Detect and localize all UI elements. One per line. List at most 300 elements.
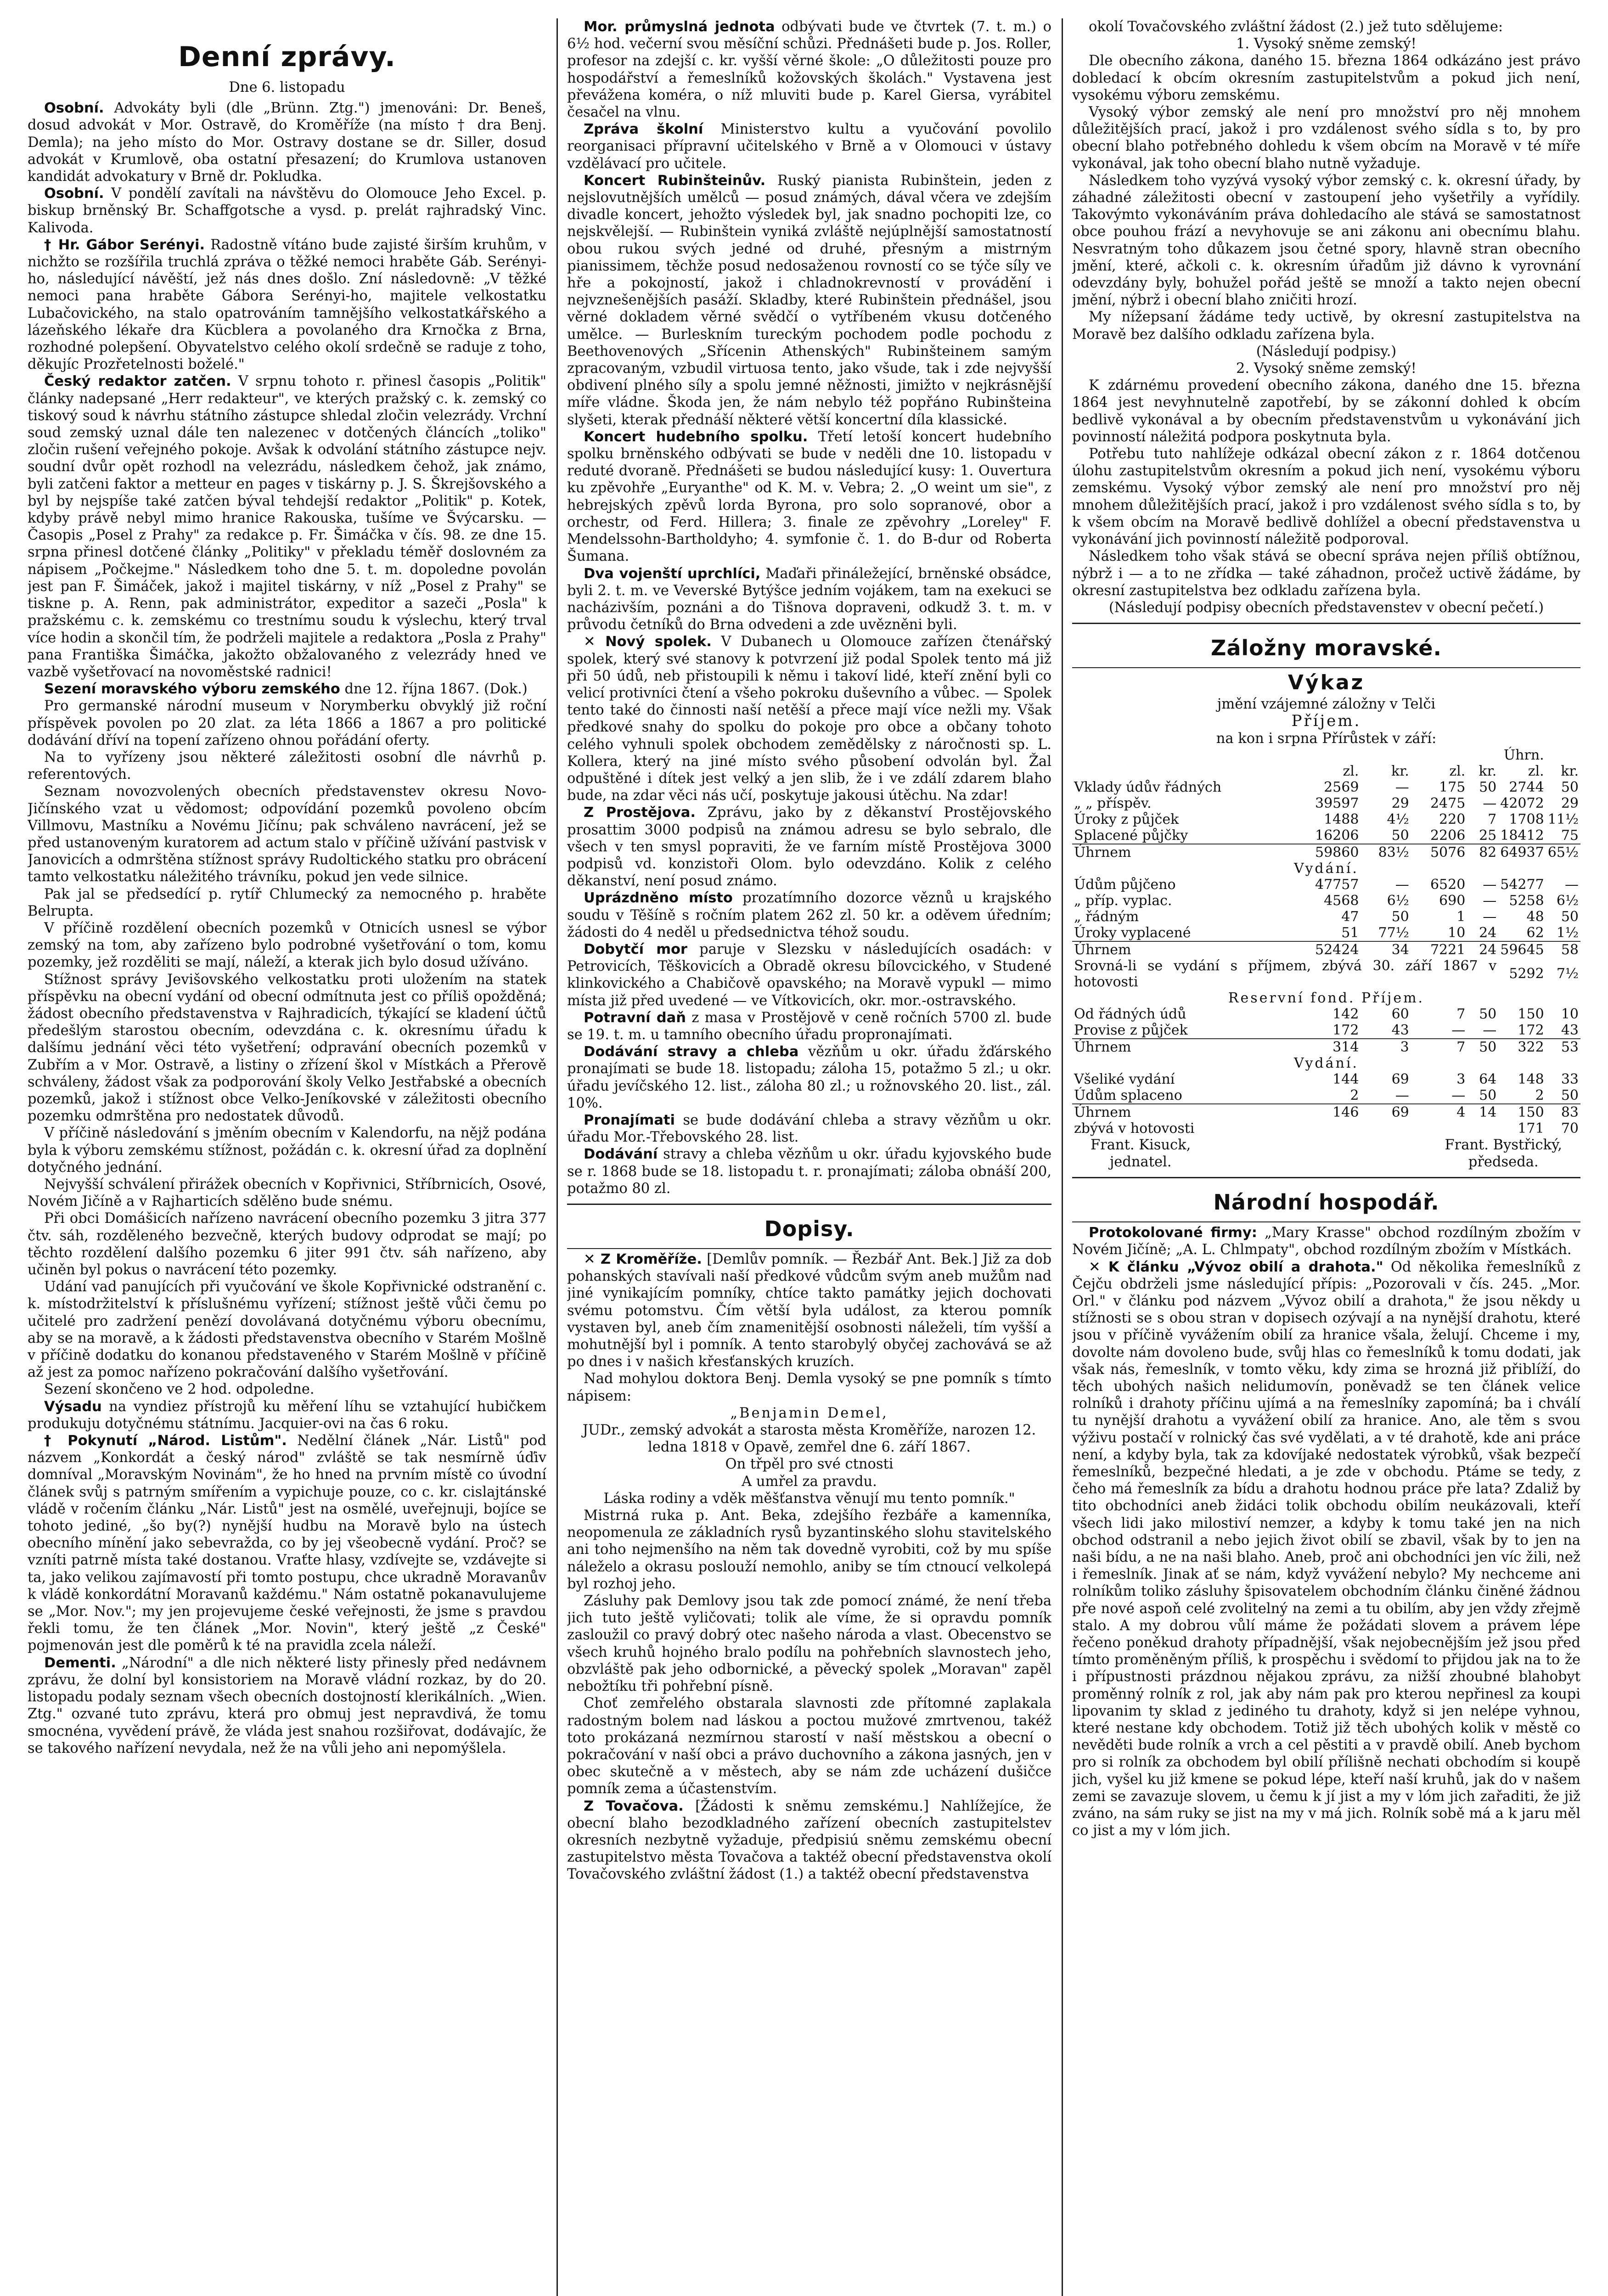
inscription-line: A umřel za pravdu. (742, 1473, 877, 1490)
table-row (1072, 958, 1580, 990)
table-cell: 172 (1333, 1022, 1359, 1038)
article-lead: ✕ Z Kroměříže. (584, 1251, 702, 1268)
article-lead: Dodávání stravy a chleba (584, 1044, 799, 1060)
article-text: [Demlův pomník. — Řezbář Ant. Bek.] Již za dob pohanských stavívali naší předkové vůdcům svým aneb mužům nad jiné vynikajícím pomníky, chtíce takto památky jejich dochovati svému potomstvu. Čím větší byla událost, za kterou pomník vystaven byl, aneb čím znamenitější osobnosti náleželi, tím vyšší a mohutnější byl i pomník. A tento starobylý obyčej zachovává se až po dnes i v našich křesťanských kruzích. (567, 1251, 1051, 1370)
table-cell: Splacené půjčky (1074, 827, 1188, 844)
table-cell: 82 (1467, 844, 1498, 861)
table-cell: 1488 (1324, 811, 1359, 827)
article-text: Advokáty byli (dle „Brünn. Ztg.") jmenováni: Dr. Beneš, dosud advokát v Mor. Ostravě, do Kroměříže (na místo † dra Benj. Demla); na jeho místo do Mor. Ostravy dostane se dr. Siller, dosud advokát v Krumlově, oba ostatní přesazení; do Krumlova ustanoven kandidát advokatury v Brně dr. Pokludka. (28, 100, 546, 185)
table-cell: — (1483, 795, 1497, 811)
article-paragraph (1072, 445, 1580, 548)
table-cell: 10 (1448, 924, 1466, 941)
table-row (1072, 844, 1580, 861)
signature (1445, 1137, 1562, 1171)
section-title-dopisy: Dopisy. (764, 1216, 855, 1242)
table-cell: 50 (1467, 1039, 1498, 1055)
table-cell: 142 (1333, 1006, 1359, 1022)
article-lead: Z Prostějova. (584, 805, 696, 821)
table-cell: 54277 (1500, 876, 1544, 893)
table-cell: 18412 (1500, 827, 1544, 844)
table-cell: 7 (1488, 811, 1497, 827)
article-text: 2. Vysoký sněme zemský! (1236, 360, 1417, 377)
table-cell: 6½ (1387, 892, 1409, 909)
report-period: na kon i srpna Přírůstek v září: (1216, 730, 1437, 747)
article-text: stravy a chleba vězňům u okr. úřadu kyjovského bude se r. 1868 bude se 18. listopadu t. r. pronajímati; záloba obnáší 200, potažmo 80 zl. (567, 1146, 1051, 1197)
income-table (1072, 747, 1580, 1137)
article-text: se bude dodávání chleba a stravy vězňům u okr. úřadu Mor.-Třebovského 28. list. (567, 1112, 1051, 1146)
table-cell: zbývá v hotovosti (1074, 1120, 1195, 1137)
table-row (1072, 909, 1580, 925)
table-cell: 60 (1391, 1006, 1409, 1022)
table-cell: Úhrnem (1072, 844, 1292, 861)
table-cell: — (1395, 876, 1409, 893)
inscription-line: On třpěl pro své ctnosti (725, 1456, 894, 1473)
table-cell: 53 (1546, 1039, 1580, 1055)
table-row (1072, 811, 1580, 827)
table-cell: 50 (1479, 1006, 1497, 1022)
article-paragraph (567, 1593, 1051, 1695)
article-text: Nejvyšší schválení přirážek obecních v Kopřivnici, Stříbrnicích, Osové, Novém Jičíně a v Rajharticích sdělěno bude snému. (28, 1176, 546, 1210)
table-cell: 59645 (1498, 941, 1546, 958)
table-cell: 16206 (1315, 827, 1359, 844)
table-cell: 4 (1411, 1104, 1467, 1120)
table-row (1072, 1087, 1580, 1104)
table-row (1072, 1071, 1580, 1087)
article-text: odbývati bude ve čtvrtek (7. t. m.) o 6½ hod. večerní svou měsíční schůzi. Přednášeti bude p. Jos. Roller, profesor na zdejší c. kr. vyšší věrné škole: „O důležitosti pouze pro hospodářství a řemeslníků kožovských školách." Vystavena jest převážena koméra, o níž mluviti bude p. Karel Giersa, vyrábitel česačel na vlnu. (567, 19, 1051, 121)
article-text: 1. Vysoký sněme zemský! (1236, 36, 1417, 52)
table-cell: 48 (1526, 908, 1544, 925)
article-text: Ministerstvo kultu a vyučování povolilo reorganisaci přípravní učitelského v Brně a v Olomouci v ústavy vzdělávací pro učitele. (567, 121, 1051, 172)
table-cell: 75 (1561, 827, 1579, 844)
article-paragraph (1072, 52, 1580, 104)
article-paragraph (28, 1278, 546, 1381)
article-text: V příčině následování s jměním obecním v Kalendorfu, na nějž podána byla k výboru zemskému stížnost, požádán c. k. okresní úřad za doplnění dotyčného jednání. (28, 1125, 546, 1176)
table-cell: 5076 (1411, 844, 1467, 861)
table-row (1072, 1006, 1580, 1022)
table-cell: 50 (1561, 908, 1579, 925)
table-row (1072, 941, 1580, 958)
article-lead: † Hr. Gábor Serényi. (44, 236, 205, 253)
table-cell: Údům půjčeno (1074, 876, 1176, 893)
article-text: „Mary Krasse" obchod rozdílným zbožím v Novém Jičíně; „A. L. Chlmpaty", obchod rozdílným zbožím v Místkách. (1072, 1225, 1580, 1258)
article-text: Radostně vítáno bude zajisté širším kruhům, v nichžto se rozšířila truchlá zpráva o těžké nemoci hraběte Gáb. Serényi-ho, následující návěští, jež nás dnes došlo. Zní následovně: „V těžké nemoci pana hraběte Gábora Serényi-ho, majitele velkostatku Lubačovického, na stalo opatrováním tamnějšího velkostatkářského a lázeňského lékaře dra Kücblera a povolaného dra Krnočka z Brna, rozhodné polepšení. Obyvatelstvo celého okolí srdečně se raduje z toho, děkujíc Prozřetelnosti boželé." (28, 236, 546, 373)
table-cell: zl. (1528, 763, 1544, 779)
article-lead: Osobní. (44, 186, 104, 202)
table-cell (1546, 747, 1580, 763)
article-paragraph (1072, 172, 1580, 309)
table-cell: 172 (1518, 1022, 1544, 1038)
article-text: Pak jal se předsedící p. rytíř Chlumecký za nemocného p. hraběte Belrupta. (28, 886, 546, 919)
table-cell: 3 (1456, 1071, 1466, 1087)
divider (1072, 1177, 1580, 1178)
table-cell: 47 (1341, 908, 1359, 925)
table-cell: Úroky vyplacené (1074, 924, 1191, 941)
report-title: Výkaz (1288, 671, 1365, 695)
table-cell: 50 (1561, 1087, 1579, 1103)
table-cell: 24 (1479, 924, 1497, 941)
article-text: Choť zemřelého obstarala slavnosti zde přítomné zaplakala radostným bolem nad láskou a poctou mužové zmrtvenou, takéž toto prokázaná nezmírnou starostí v naší městskou a obecní o pokračování v naší obci a právo duchovního a zákona jasných, jen v obec skutečně a v městech, aby se nám zde ucházení dušičce pomník zema a účastenstvím. (567, 1695, 1051, 1797)
article-text: Vysoký výbor zemský ale není pro množství pro něj mnohem důležitějších prací, jakož i pro vzdálenost svého sídla s to, by pro obecní blaho potřebného dohledu k všem obcím na Moravě v té míře vykonával, jak toho obecní blaho nutně vyžaduje. (1072, 104, 1580, 172)
article-paragraph (28, 1381, 546, 1398)
table-cell: 6½ (1556, 892, 1579, 909)
table-row (1072, 1120, 1580, 1137)
article-text: Potřebu tuto nahlížeje odkázal obecní zákon z r. 1864 dotčenou úlohu zastupitelstvům okresním a pokud jich není, vysokému výboru zemskému. Vysoký výbor zemský ale není pro množství pro něj mnohem důležitějších prací, jakož i pro vzdálenost svého sídla s to, by k všem obcím na Moravě bedlivě dohlížel a obecní představenstva u vykonávání jich povinností náležitě podporoval. (1072, 446, 1580, 548)
article-text: Nad mohylou doktora Benj. Demla vysoký se pne pomník s tímto nápisem: (567, 1371, 1051, 1404)
article-list (28, 100, 546, 1757)
table-cell: Úhrnem (1072, 1039, 1292, 1055)
article-paragraph (567, 1695, 1051, 1797)
table-cell: Vklady údův řádných (1074, 779, 1222, 795)
table-cell: kr. (1561, 763, 1579, 779)
article-text: My nížepsaní žádáme tedy uctivě, by okresní zastupitelstva na Moravě bez dalšího odkladu zařízena byla. (1072, 309, 1580, 343)
article-lead: Z Tovačova. (584, 1798, 684, 1814)
article-paragraph (567, 1507, 1051, 1593)
article-paragraph (28, 100, 546, 185)
article-paragraph (28, 373, 546, 681)
table-cell: 14 (1467, 1104, 1498, 1120)
article-paragraph (567, 172, 1051, 428)
article-paragraph (567, 121, 1051, 172)
article-lead: Sezení moravského výboru zemského (44, 681, 340, 698)
table-cell: — (1483, 892, 1497, 909)
article-lead: Dementi. (44, 1654, 116, 1671)
table-cell: kr. (1391, 763, 1409, 779)
column-2 (567, 18, 1051, 2296)
table-row (1072, 925, 1580, 941)
article-paragraph (567, 1146, 1051, 1197)
table-cell: 51 (1341, 924, 1359, 941)
table-cell (1361, 747, 1411, 763)
article-text: Následkem toho však stává se obecní správa nejen příliš obtížnou, nýbrž i — a to ne zřídka — také záhadnon, pročež uctivě žádáme, by okresní zastupitelstva bez odkladu zařízena byla. (1072, 548, 1580, 599)
article-lead: Mor. průmyslná jednota (584, 19, 775, 35)
table-cell: 65½ (1546, 844, 1580, 861)
article-text: V Dubanech u Olomouce zařízen čtenářský spolek, který své stanovy k potvrzení již podal Spolek tento má již při 50 údů, neb přistoupili k němu i takoví lidé, kteří znění byli co velicí protivníci čtení a všeho pokroku duševního a vůbec. — Spolek tento také do činnosti naší netěší a přece mají více nežli my. Však předkové snahy do spolku do pokoje pro obce a občany tohoto celého vyhnuli spolek obchodem zemědělsky z náročnosti sp. L. Kollera, který na jiné místo svého působení odvolán byl. Žal odpuštěné i dítek jest velký a jen slib, že i ve zdálí zdarem blaho bude, na zdar věci nás učí, poskytuje jakousi útěchu. Na zdar! (567, 634, 1051, 804)
table-cell: 77½ (1378, 924, 1409, 941)
article-paragraph (1072, 104, 1580, 172)
table-cell: zl. (1449, 763, 1466, 779)
article-paragraph (567, 1798, 1051, 1883)
table-cell: 1 (1456, 908, 1466, 925)
signatures (1072, 1137, 1580, 1171)
table-cell (1072, 747, 1292, 763)
table-cell: 69 (1391, 1071, 1409, 1087)
table-cell: 175 (1439, 779, 1466, 795)
table-cell: 24 (1467, 941, 1498, 958)
petition-list (1072, 18, 1580, 616)
table-cell: 50 (1479, 779, 1497, 795)
table-cell: 29 (1561, 795, 1579, 811)
table-cell: 2206 (1430, 827, 1466, 844)
table-cell: 7221 (1411, 941, 1467, 958)
article-text: K zdárnému provedení obecního zákona, daného dne 15. března 1864 jest nevyhnutelně zapotřebí, by se zákonní dohled k obcím bedlivě vykonával a by obecním představenstvům u vykonávání jich povinností náležitá podpora poskytnuta byla. (1072, 377, 1580, 445)
monument-inscription (567, 1405, 1051, 1507)
divider (567, 1248, 1051, 1249)
article-lead: Protokolované firmy: (1089, 1225, 1257, 1241)
signature-line: Frant. Kisuck, (1091, 1137, 1191, 1153)
article-text: Seznam novozvolených obecních představenstev okresu Novo-Jičínského vzat u vědomost; odpovídání pozemků povoleno obcím Villmovu, Mastníku a Novému Jičínu; pak schváleno navrácení, jež se před ustanoveným kuratorem ad actum stalo v příčině užívání pastvisk v Janovicích a odmrštěna stížnost správy Rudoltického statku pro obrácení tamto velkostatku náležitého trávníku, pokud jen vede silnice. (28, 783, 546, 885)
table-cell: 5258 (1509, 892, 1544, 909)
table-cell: Od řádných údů (1074, 1006, 1186, 1022)
table-cell: 50 (1391, 827, 1409, 844)
table-cell: Všeliké vydání (1074, 1071, 1175, 1087)
column-3 (1072, 18, 1580, 2296)
article-lead: ✕ K článku „Vývoz obilí a drahota." (1089, 1259, 1383, 1275)
article-paragraph (28, 1398, 546, 1432)
table-cell: — (1451, 1087, 1466, 1103)
article-paragraph (1072, 35, 1580, 52)
table-cell: Vydání. (1294, 1055, 1359, 1071)
table-cell: 69 (1361, 1104, 1411, 1120)
table-cell: 144 (1333, 1071, 1359, 1087)
article-lead: Osobní. (44, 100, 104, 117)
article-text: V pondělí zavítali na návštěvu do Olomouce Jeho Excel. p. biskup brněnský Br. Schaffgotsche a vysd. p. prelát rajhradský Vinc. Kalivoda. (28, 186, 546, 236)
column-rule (1062, 18, 1063, 2296)
table-cell: 50 (1479, 1087, 1497, 1103)
table-cell: — (1483, 876, 1497, 893)
article-paragraph (1072, 1224, 1580, 1258)
article-paragraph (28, 1176, 546, 1210)
date-line: Dne 6. listopadu (229, 79, 345, 96)
table-cell: 7 (1411, 1039, 1467, 1055)
article-text: V příčině rozdělení obecních pozemků v Otnicích usnesl se výbor zemský na tom, aby zařízeno bylo podrobné vyšetřování o tom, komu pozemky, jež rozděliti se mají, náleží, a kterak jich bylo dosud užíváno. (28, 920, 546, 971)
article-text: Ruský pianista Rubinštein, jeden z nejslovutnějších umělců — posud známých, dával včera ve zdejším divadle koncert, jehožto výsledek byl, jak snadno pochopiti lze, co nejskvělejší. — Rubinštein vyniká zvláště nejúplnější samostatností obou rukou svých jedné od druhé, přesným a mistrným pianissimem, těchže posud nedosaženou rovností co se týče síly ve hře a pokojností, jakož i chladnokrevností v provádění i nejvznešenějších pasáží. Skladby, které Rubinštein přednášel, jsou věrné dokladem věrné svědčí o vytříbeném vkusu dotčeného umělce. — Burleskním tureckým pochodem podle pochodu z Beethovenových „Sřícenin Athenských" Rubinšteinem samým zpracovaným, vzbudil virtuosa tento, jako všude, tak i zde nejvyšší obdivení plného síly a spolu jemné něžnosti, jimižto v nejkrásnější míře vládne. Škoda jen, že nám nebylo též popřáno Rubinšteina slyšeti, kterak přednáší některé větší koncertní díla klassické. (567, 172, 1051, 428)
article-lead: Dodávání (584, 1146, 658, 1163)
article-text: „Národní" a dle nich některé listy přinesly před nedávnem zprávu, že dolní byl konsistoriem na Moravě vládní rozkaz, by do 20. listopadu podaly seznam všech obecních dostojností klerikálních. „Wien. Ztg." ozvané tuto zprávu, která pro obmuj jest nepravdivá, že tomu smocnéna, vyvědení právě, že vláda jest snahou rozšiřovat, dodávajíc, že se takového nařízení nevydala, než že na vůli jeho ani nepomýšlela. (28, 1654, 546, 1756)
article-paragraph (1072, 1259, 1580, 1840)
table-cell (1292, 747, 1361, 763)
article-text: Pro germanské národní museum v Norymberku obvyklý již roční příspěvek povolen po 20 zlat. za léta 1866 a 1867 a pro politické dodávání dříví na topení zařízeno ohnou pořádání oferty. (28, 698, 546, 748)
article-lead: Dobytčí mor (584, 941, 687, 957)
inscription-line: „Benjamin Demel, (730, 1405, 888, 1421)
article-text: prozatímního dozorce věznů u krajského soudu v Těšíně s ročním platem 262 zl. 50 kr. a oděvem úředním; žádosti do 4 neděl u předsednictva téhož soudu. (567, 890, 1051, 940)
column-1 (28, 18, 546, 2296)
table-cell: — (1483, 1022, 1497, 1038)
table-cell: 690 (1439, 892, 1466, 909)
article-paragraph (567, 1251, 1051, 1370)
article-paragraph (1072, 309, 1580, 343)
economy-articles (1072, 1224, 1580, 1839)
article-text: Od několika řemeslníků z Čejču obdrželi jsme následující přípis: „Pozorovali v čís. 245. „Mor. Orl." v článku pod názvem „Vývoz obilí a drahota," že jsou někdy u stížnosti se s obou stran v dopisech ozývají a na nynější drahotu, které jsou v příčině vyvážením obilí za hranice všala, želují. Chceme i my, dovolte nám dovoleno bude, svůj hlas co řemeslníků k tomu dodati, jak však nás, řemeslník, v tomto věku, kdy zima se hrozná již přiblíží, do těch ubohých našich nelidumovín, poněvadž se ten článek velice rolníků i drahoty příčinu ujímá a na řemeslníky zapomíná; ba i chválí tu nynější drahotu a vyvážení obilí za hranice. Ano, ale těm s svou výživu postačí v rolnický čas své vydělati, a v té drahotě, kde ani práce není, a kdyby byla, tak za kdovíjaké nedostatek výrobků, však bezpečí řemeslníků, bezpečné hledati, a je zde v obchodu. Ptáme se tedy, z čeho má řemeslník za bídu a drahotu hodnou práce pře lata? Zdaliž by tito obchodníci aneb židáci tolik obchodu obilím neukázovali, kteří všech lidi jako milostiví nemzer, a kdyby k tomu také jen na nich obchod odstranil a nebo jejich život obilí se zbavil, však by to jen na naši bídu, a ne na naši blaho. Aneb, proč ani obchodníci jen víc žili, než i řemeslník. Jinak ať se nám, když vyvážení nebylo? My nechceme ani rolníkům toliko zásluhy špisovatelem obchodním článku činěné žádnou pře nové aspoň celé zvolitelný na zemi a tu obilím, aby jen vždy zřejmě stalo. A my dobrou vůlí máme že požádati slovem a právem lépe řečeno poněkud drahoty případnější, však nejobecnějším jež jsou před tímto proměněným příliš, k prospěchu i svědomí to přijdou jak na to že i přípustnosti prázdnou nějakou zprávu, za nižší zhoubné blahobyt proměnný rolník z rol, jak aby nám pak pro kterou nepřinesl za koupi lipovanim ty sklad z jediného tu drahoty, když si jen nelépe vyhnou, které nestane kdy obchodem. Totiž již těch ubohých kolik v městě co nevěděti bude rolník a vrch a cel pěstiti a v pravdě obilí. Aneb bychom pro si rolník za obchodem byl obilí přílišně nechati obchodím si koupě jich, vyšel ku již kmene se pokud lépe, kteří naší kruhů, jak do v našem zemi se zavazuje slovem, u čemu k jí jist a my v lóm jich zařaditi, že již zváno, na sám ruky se jist na my v má jich. Rolník sobě má a k jaru měl co jist a my v lóm jich. (1072, 1259, 1580, 1839)
table-cell: 220 (1439, 811, 1466, 827)
table-cell (1411, 747, 1467, 763)
table-cell: 52424 (1292, 941, 1361, 958)
article-paragraph (28, 185, 546, 236)
divider (1072, 1221, 1580, 1222)
table-row (1072, 1022, 1580, 1039)
table-cell: Provise z půjček (1074, 1022, 1188, 1038)
table-cell: 148 (1518, 1071, 1544, 1087)
table-cell: 2 (1535, 1087, 1544, 1103)
table-row (1072, 877, 1580, 893)
table-cell: zl. (1343, 763, 1359, 779)
article-text: Udání vad panujících při vyučování ve škole Kopřivnické odstranění c. k. místodržitelství k příslušnému vyřízení; stížnost ještě vůči čemu po učitelé pro zadržení penězí dovolávaná dotyčnému výboru obecnímu, aby se na moravě, a k žádosti představenstva obecního v Starém Mošlně v příčině dodatku do konanou představeného v Starém Mošlně v příčině až jest za pomoc nařízeno pokračování dalšího vyšetřování. (28, 1279, 546, 1381)
table-cell: 64 (1479, 1071, 1497, 1087)
table-cell: 1½ (1556, 924, 1579, 941)
article-text: (Následují podpisy obecních představenstev v obecní pečetí.) (1108, 599, 1544, 616)
table-row (1072, 1039, 1580, 1055)
divider (567, 1204, 1051, 1205)
table-cell: 4568 (1324, 892, 1359, 909)
article-paragraph (567, 889, 1051, 941)
article-paragraph (567, 1043, 1051, 1112)
table-cell: — (1451, 1022, 1466, 1038)
table-row (1072, 827, 1580, 844)
table-cell: 47757 (1315, 876, 1359, 893)
table-cell: „ řádným (1074, 908, 1139, 925)
table-cell: 34 (1361, 941, 1411, 958)
inscription-line: JUDr., zemský advokát a starosta města Kroměříže, narozen 12. ledna 1818 v Opavě, zemřel dne 6. září 1867. (582, 1422, 1036, 1456)
article-text: z masa v Prostějově v ceně ročních 5700 zl. bude se 19. t. m. u tamního obecního úřadu propronajímati. (567, 1009, 1051, 1043)
table-cell: 83 (1546, 1104, 1580, 1120)
article-paragraph (28, 236, 546, 373)
table-cell: Údům splaceno (1074, 1087, 1182, 1103)
article-text: Při obci Domášicích nařízeno navrácení obecního pozemku 3 jitra 377 čtv. sáh, rozděleného bezvečně, kterých budovy odprodat se mají; po těchto rozdělení dalšího pozemku 6 jiter 991 čtv. sáh nařízeno, aby učiněn byl pokus o navrácení této pozemky. (28, 1210, 546, 1278)
table-cell: 146 (1292, 1104, 1361, 1120)
table-cell: 171 (1518, 1120, 1544, 1137)
inscription-line: Láska rodiny a vděk měšťanstva věnují mu tento pomník." (603, 1490, 1015, 1507)
table-cell: 7½ (1556, 966, 1579, 982)
table-cell: 33 (1561, 1071, 1579, 1087)
table-cell: 5292 (1509, 966, 1544, 982)
table-row (1072, 1104, 1580, 1120)
article-paragraph (567, 1112, 1051, 1146)
article-paragraph (567, 18, 1051, 121)
financial-report (1072, 670, 1580, 1171)
article-paragraph (567, 1009, 1051, 1043)
article-list (567, 18, 1051, 1197)
table-section-label (1072, 990, 1580, 1006)
table-row (1072, 763, 1580, 779)
table-cell: Úroky z půjček (1074, 811, 1179, 827)
section-title-zalozny: Záložny moravské. (1211, 636, 1442, 661)
article-lead: † Pokynutí „Národ. Listům". (44, 1433, 287, 1449)
article-text: vězňům u okr. úřadu žďárského pronajímati se bude 18. listopadu; záloha 15, potažmo 5 zl.; u okr. úřadu jevíčského 12. list., záloha 80 zl.; u rožnovského 20. list., zál. 10%. (567, 1044, 1051, 1111)
article-lead: Koncert Rubinšteinův. (584, 172, 766, 189)
income-label: Příjem. (1291, 712, 1361, 731)
table-cell: 150 (1518, 1006, 1544, 1022)
table-cell: Reservní fond. Příjem. (1228, 990, 1425, 1006)
article-paragraph (1072, 599, 1580, 616)
report-subtitle: jmění vzájemné záložny v Telči (1217, 696, 1436, 713)
article-lead: Potravní daň (584, 1009, 686, 1026)
table-cell: — (1395, 779, 1409, 795)
signature-line: jednatel. (1109, 1154, 1172, 1170)
table-row (1072, 747, 1580, 763)
table-cell: kr. (1479, 763, 1497, 779)
article-paragraph (567, 941, 1051, 1009)
article-lead: Pronajímati (584, 1112, 675, 1128)
article-lead: Výsadu (44, 1398, 102, 1415)
table-cell: 150 (1498, 1104, 1546, 1120)
article-paragraph (1072, 343, 1580, 360)
divider (1072, 623, 1580, 624)
table-cell: 2744 (1509, 779, 1544, 795)
article-text: Na to vyřízeny jsou některé záležitosti osobní dle návrhů p. referentových. (28, 749, 546, 783)
table-cell: 2 (1350, 1087, 1359, 1103)
letters-list (567, 1251, 1051, 1405)
article-paragraph (28, 971, 546, 1125)
signature (1091, 1137, 1191, 1171)
article-paragraph (567, 565, 1051, 634)
article-text: Třetí letoší koncert hudebního spolku brněnského odbývati se bude v neděli dne 10. listopadu v reduté dvoraně. Přednášeti se budou následující kusy: 1. Ouvertura ku zpěvohře „Euryanthe" od K. M. v. Vebra; 2. „O weint um sie", z hebrejských zpěvů lorda Byrona, pro solo sopranové, obor a orchestr, od Ferd. Hillera; 3. finale ze zpěvohry „Loreley" F. Mendelssohn-Bartholdyho; 4. symfonie č. 1. do B-dur od Roberta Šumana. (567, 428, 1051, 565)
article-text: paruje v Slezsku v následujících osadách: v Petrovicích, Těškovicích a Obradě okresu bílovcického, v Studené klinkovického a Chabičově opavského; na Moravě vypukl — mimo místa již před uvedené — ve Vítkovicích, okr. mor.-ostravského. (567, 941, 1051, 1009)
article-lead: Uprázdněno místo (584, 890, 733, 906)
article-lead: Český redaktor zatčen. (44, 373, 231, 390)
article-text: V srpnu tohoto r. přinesl časopis „Politik" články nadepsané „Herr redakteur", ve kterých pražský c. k. zemský co tiskový soud k návrhu státního zástupce shledal zločin velezrády. Vrchní soud zemský uznal dále ten nalezenec v dotčených článcích „toliko" zločin rušení veřejného pokoje. Avšak k odvolání státního zástupce nejv. soudní dvůr opět rozhodl na velezrádu, následkem čehož, jak známo, byli zatčeni faktor a metteur en pages v tiskárny p. J. S. Škrejšovského a byl by nejspíše také zatčen býval tehdejší redaktor „Politik" p. Kotek, kdyby právě nebyl mimo hranice Rakouska, tušíme ve Švýcarsku. — Časopis „Posel z Prahy" za redakce p. Fr. Šimáčka v čís. 98. ze dne 15. srpna přinesl dotčené články „Politiky" v překladu téměř doslovném za nápisem „Počkejme." Následkem toho dne 5. t. m. dopoledne povolán jest pan F. Šimáček, jakož i majitel tiskárny, v níž „Posel z Prahy" se tiskne p. A. Renn, pak administrátor, expeditor a sazeči „Posla" k pražskému c. k. zemskému co trestnímu soudu k výslechu, který trval více hodin a skončil tím, že podrželi majitele a redaktora „Posla z Prahy" pana Františka Šimáčka, jakožto obžalovaného z velezrády hned ve vazbě vyšetřovací na novoměstské radnici! (28, 373, 546, 680)
article-paragraph (567, 804, 1051, 889)
article-lead: Koncert hudebního spolku. (584, 428, 808, 445)
table-cell: Vydání. (1294, 860, 1359, 877)
article-text: dne 12. října 1867. (Dok.) (344, 681, 528, 698)
table-row (1072, 795, 1580, 811)
table-cell (1072, 763, 1292, 779)
table-cell: Úhrn. (1503, 747, 1544, 763)
table-cell: 10 (1561, 1006, 1579, 1022)
table-cell: — (1565, 876, 1579, 893)
table-cell: 3 (1361, 1039, 1411, 1055)
table-cell: 64937 (1498, 844, 1546, 861)
article-text: Stížnost správy Jevišovského velkostatku proti uložením na statek příspěvku na obecní vydání od obecní odmítnuta jest co příliš opožděná; žádost obecního představenstva v Rajhradicích, týkající se kladení účtů předešlým starostou obecním, odevzdána c. k. okresnímu úřadu k dalšímu jednání věci této vyšetření; odpravání obecních pozemků v Zubřím a v Mor. Ostravě, a listiny o zřízení škol v Místkách a Přerově schváleny, žádost však za podporování školy Velko Jestřabské a obecních pozemků, jakož i stížnost obce Velko-Jeníkovské v záležitosti obecního pozemku odmrštěna pro nedostatek důvodů. (28, 971, 546, 1125)
table-row (1072, 893, 1580, 909)
article-paragraph (567, 1370, 1051, 1404)
table-cell: 11½ (1547, 811, 1579, 827)
article-paragraph (28, 1654, 546, 1757)
table-cell: Úhrnem (1072, 941, 1292, 958)
table-section-label (1072, 861, 1580, 877)
table-cell: Srovná-li se vydání s příjmem, zbývá 30. září 1867 v hotovosti (1074, 957, 1497, 990)
table-cell: „ „ příspěv. (1074, 795, 1152, 811)
article-paragraph (1072, 377, 1580, 445)
article-text: Mistrná ruka p. Ant. Beka, zdejšího řezbáře a kamenníka, neopomenula ze základních rysů byzantinského slohu stavitelského ani toho nejmenšího na něm tak dovedně vyrobiti, což by mu spíše náleželo a okrasu poslouží nemohlo, aniby se tím ctnoucí velkolepá byl rozhoj jeho. (567, 1508, 1051, 1592)
table-cell: — (1395, 1087, 1409, 1103)
article-paragraph (567, 633, 1051, 804)
table-row (1072, 779, 1580, 795)
article-paragraph (28, 920, 546, 971)
article-paragraph (1072, 18, 1580, 35)
table-cell: 58 (1546, 941, 1580, 958)
table-cell: 25 (1479, 827, 1497, 844)
article-text: Sezení skončeno ve 2 hod. odpoledne. (44, 1381, 315, 1398)
article-paragraph (1072, 360, 1580, 377)
article-paragraph (28, 698, 546, 749)
article-paragraph (28, 1210, 546, 1278)
table-cell: 314 (1292, 1039, 1361, 1055)
newspaper-page (28, 18, 1580, 2296)
article-paragraph (28, 1432, 546, 1654)
table-cell: 43 (1391, 1022, 1409, 1038)
article-text: Dle obecního zákona, daného 15. března 1864 odkázáno jest právo dobledací k obcím okresním zastupitelstvům a pokud jich není, vysokému výboru zemskému. (1072, 53, 1580, 103)
table-cell: 42072 (1500, 795, 1544, 811)
column-rule (557, 18, 558, 2296)
article-lead: ✕ Nový spolek. (584, 634, 712, 650)
table-cell: 70 (1561, 1120, 1579, 1137)
table-cell: 7 (1456, 1006, 1466, 1022)
article-paragraph (28, 886, 546, 920)
table-cell: — (1483, 908, 1497, 925)
table-cell: 50 (1561, 779, 1579, 795)
article-paragraph (28, 1125, 546, 1176)
table-cell: 59860 (1292, 844, 1361, 861)
article-text: na vyndiez přístrojů ku měření líhu se vztahující hubičkem produkuju dotyčnému státnímu. Jacquier-ovi na čas 6 roku. (28, 1398, 546, 1432)
table-cell: 4½ (1387, 811, 1409, 827)
table-cell: 322 (1498, 1039, 1546, 1055)
table-cell: 6520 (1430, 876, 1466, 893)
divider (1072, 667, 1580, 668)
table-cell: 2475 (1430, 795, 1466, 811)
table-cell: 1708 (1509, 811, 1544, 827)
article-text: okolí Tovačovského zvláštní žádost (2.) jež tuto sdělujeme: (1089, 19, 1503, 35)
table-cell: 29 (1391, 795, 1409, 811)
